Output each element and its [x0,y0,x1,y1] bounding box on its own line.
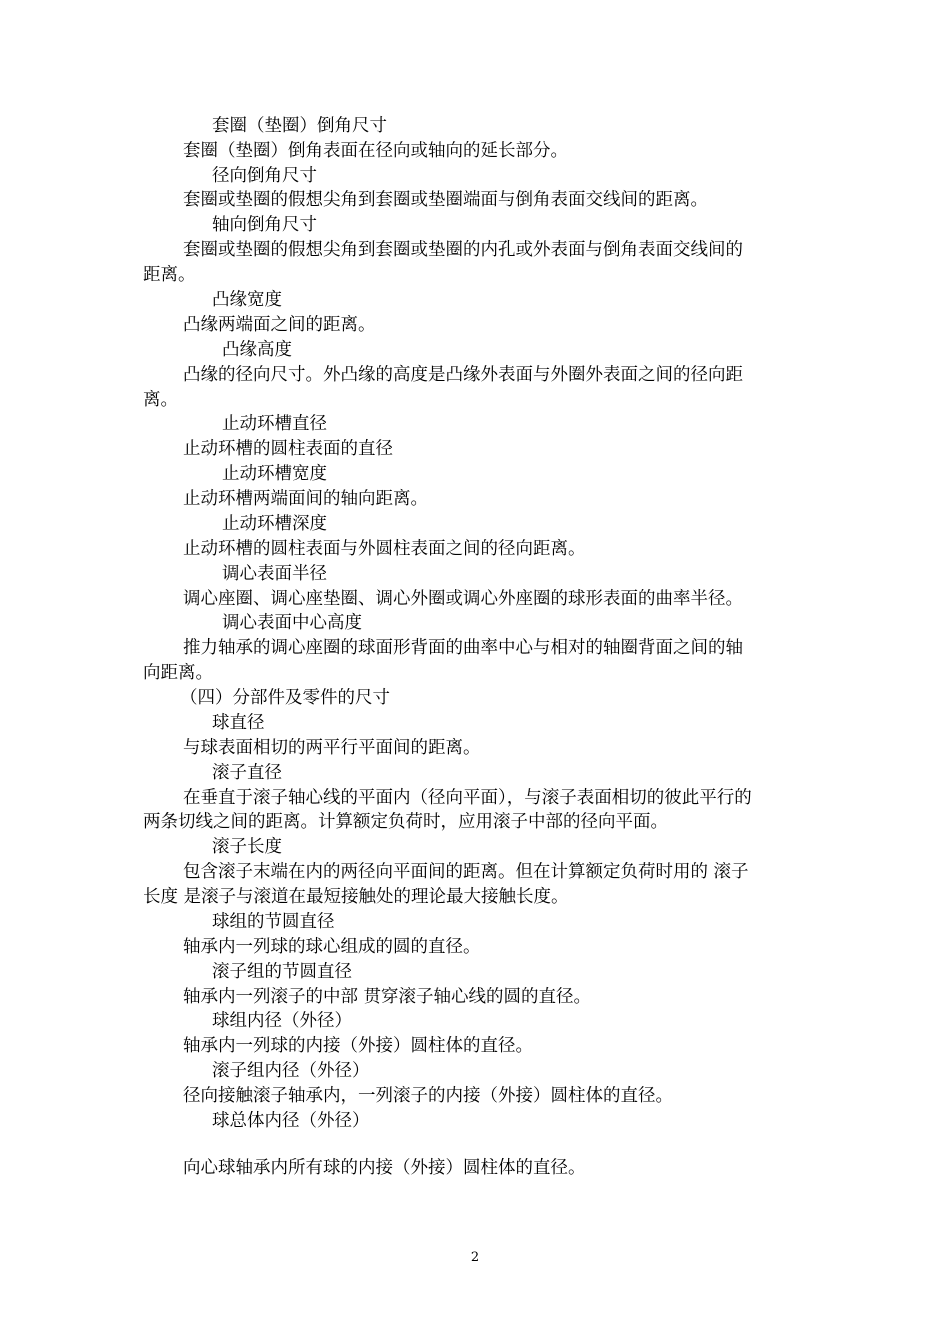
heading-radial-chamfer: 径向倒角尺寸 [212,166,317,186]
definition-text: 与球表面相切的两平行平面间的距离。 [183,738,481,758]
heading-ball-pitch-diameter: 球组的节圆直径 [212,912,335,932]
definition-text: 止动环槽的圆柱表面的直径 [183,439,393,459]
definition-text: 轴承内一列滚子的中部 贯穿滚子轴心线的圆的直径。 [183,987,592,1007]
heading-ball-complement-bore: 球组内径（外径） [212,1011,352,1031]
heading-aligning-surface-center-height: 调心表面中心高度 [222,613,362,633]
definition-text: 凸缘的径向尺寸。外凸缘的高度是凸缘外表面与外圈外表面之间的径向距 [183,365,743,385]
definition-text-continued: 距离。 [143,265,196,285]
definition-text: 套圈或垫圈的假想尖角到套圈或垫圈端面与倒角表面交线间的距离。 [183,190,708,210]
heading-snap-ring-groove-depth: 止动环槽深度 [222,514,327,534]
definition-text: 径向接触滚子轴承内，一列滚子的内接（外接）圆柱体的直径。 [183,1086,673,1106]
heading-snap-ring-groove-diameter: 止动环槽直径 [222,414,327,434]
heading-aligning-surface-radius: 调心表面半径 [222,564,327,584]
definition-text: 止动环槽的圆柱表面与外圆柱表面之间的径向距离。 [183,539,586,559]
definition-text: 轴承内一列球的球心组成的圆的直径。 [183,937,481,957]
page-number: 2 [470,1250,480,1265]
definition-text-continued: 离。 [143,390,178,410]
heading-roller-diameter: 滚子直径 [212,763,282,783]
heading-roller-pitch-diameter: 滚子组的节圆直径 [212,962,352,982]
definition-text: 向心球轴承内所有球的内接（外接）圆柱体的直径。 [183,1158,586,1178]
heading-roller-complement-bore: 滚子组内径（外径） [212,1061,370,1081]
heading-ball-diameter: 球直径 [212,713,265,733]
heading-ball-total-bore: 球总体内径（外径） [212,1111,370,1131]
definition-text: 套圈或垫圈的假想尖角到套圈或垫圈的内孔或外表面与倒角表面交线间的 [183,240,743,260]
definition-text: 凸缘两端面之间的距离。 [183,315,376,335]
definition-text-continued: 长度 是滚子与滚道在最短接触处的理论最大接触长度。 [143,887,569,907]
definition-text: 推力轴承的调心座圈的球面形背面的曲率中心与相对的轴圈背面之间的轴 [183,638,743,658]
heading-flange-width: 凸缘宽度 [212,290,282,310]
heading-axial-chamfer: 轴向倒角尺寸 [212,215,317,235]
definition-text-continued: 两条切线之间的距离。计算额定负荷时，应用滚子中部的径向平面。 [143,812,668,832]
heading-roller-length: 滚子长度 [212,837,282,857]
heading-snap-ring-groove-width: 止动环槽宽度 [222,464,327,484]
definition-text: 套圈（垫圈）倒角表面在径向或轴向的延长部分。 [183,141,568,161]
section-heading: （四）分部件及零件的尺寸 [180,688,390,708]
heading-ring-chamfer-dimension: 套圈（垫圈）倒角尺寸 [212,116,387,136]
definition-text-continued: 向距离。 [143,663,213,683]
definition-text: 包含滚子末端在内的两径向平面间的距离。但在计算额定负荷时用的 滚子 [183,862,749,882]
definition-text: 调心座圈、调心座垫圈、调心外圈或调心外座圈的球形表面的曲率半径。 [183,589,743,609]
definition-text: 轴承内一列球的内接（外接）圆柱体的直径。 [183,1036,533,1056]
heading-flange-height: 凸缘高度 [222,340,292,360]
definition-text: 止动环槽两端面间的轴向距离。 [183,489,428,509]
definition-text: 在垂直于滚子轴心线的平面内（径向平面），与滚子表面相切的彼此平行的 [183,788,752,808]
